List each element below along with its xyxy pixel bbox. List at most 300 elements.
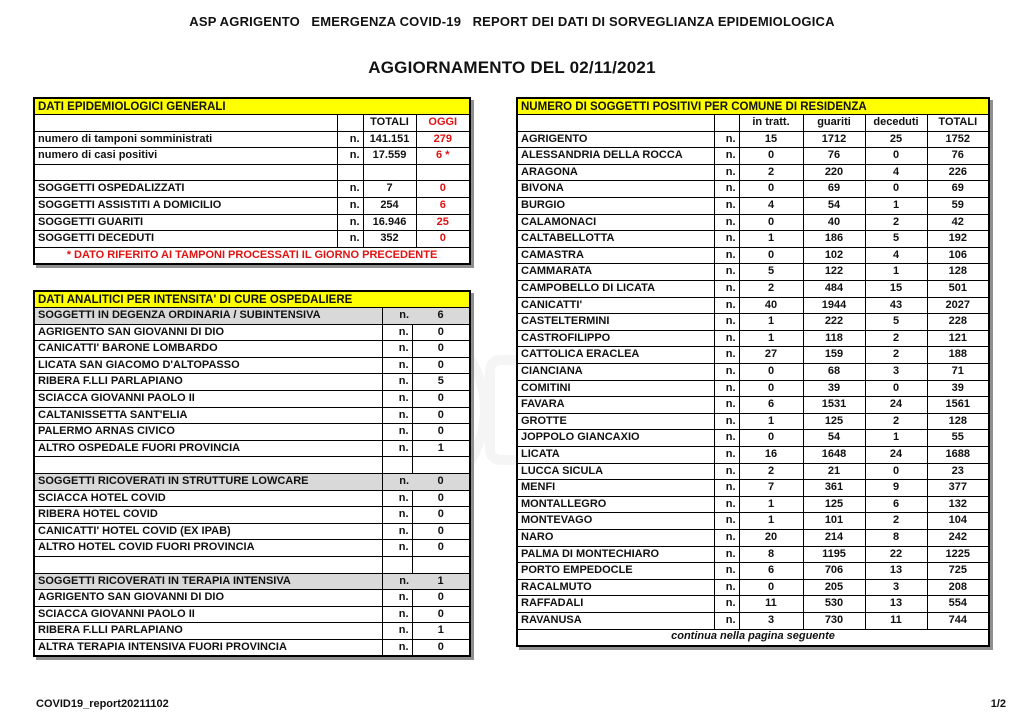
- deceduti-value: 3: [865, 579, 927, 596]
- guariti-value: 102: [803, 247, 865, 264]
- deceduti-value: 2: [865, 413, 927, 430]
- in-tratt-value: 15: [739, 131, 803, 148]
- table-title-row: [517, 98, 989, 115]
- totali-value: 141.151: [363, 131, 416, 148]
- in-tratt-value: 0: [739, 247, 803, 264]
- totali-value: 2027: [927, 297, 989, 314]
- totali-value: 128: [927, 413, 989, 430]
- totali-value: 128: [927, 264, 989, 281]
- count-value: 5: [412, 374, 470, 391]
- comune-label: GROTTE: [517, 413, 714, 430]
- table-row: [34, 181, 470, 198]
- count-value: 6: [412, 308, 470, 325]
- table-row: [517, 513, 989, 530]
- table-row: [34, 623, 470, 640]
- guariti-value: 68: [803, 364, 865, 381]
- count-value: 0: [412, 424, 470, 441]
- comune-label: CIANCIANA: [517, 364, 714, 381]
- n-abbrev: n.: [382, 357, 412, 374]
- in-tratt-value: 0: [739, 148, 803, 165]
- count-value: 0: [412, 324, 470, 341]
- guariti-value: 69: [803, 181, 865, 198]
- guariti-value: 186: [803, 231, 865, 248]
- n-abbrev: n.: [714, 546, 739, 563]
- n-abbrev: n.: [714, 314, 739, 331]
- deceduti-value: 15: [865, 281, 927, 298]
- table-row: [517, 347, 989, 364]
- deceduti-value: 43: [865, 297, 927, 314]
- spacer-cell: [517, 115, 714, 132]
- guariti-value: 101: [803, 513, 865, 530]
- comune-label: JOPPOLO GIANCAXIO: [517, 430, 714, 447]
- n-abbrev: n.: [382, 639, 412, 656]
- totali-value: 39: [927, 380, 989, 397]
- n-abbrev: n.: [714, 164, 739, 181]
- guariti-value: 54: [803, 430, 865, 447]
- row-label: SCIACCA HOTEL COVID: [34, 490, 382, 507]
- n-abbrev: n.: [382, 590, 412, 607]
- n-abbrev: n.: [714, 330, 739, 347]
- totali-value: 208: [927, 579, 989, 596]
- totali-value: 744: [927, 612, 989, 629]
- comune-label: RAFFADALI: [517, 596, 714, 613]
- n-abbrev: n.: [714, 430, 739, 447]
- totali-value: 132: [927, 496, 989, 513]
- totali-value: 76: [927, 148, 989, 165]
- count-value: 1: [412, 440, 470, 457]
- footnote-row: [34, 247, 470, 264]
- deceduti-value: 0: [865, 181, 927, 198]
- n-abbrev: n.: [382, 341, 412, 358]
- comune-label: RAVANUSA: [517, 612, 714, 629]
- row-label: CANICATTI' BARONE LOMBARDO: [34, 341, 382, 358]
- comune-label: CAMPOBELLO DI LICATA: [517, 281, 714, 298]
- totali-value: 226: [927, 164, 989, 181]
- guariti-value: 118: [803, 330, 865, 347]
- deceduti-value: 2: [865, 513, 927, 530]
- in-tratt-value: 1: [739, 231, 803, 248]
- table-row: [517, 330, 989, 347]
- table-row: [34, 490, 470, 507]
- hospital-care-table: [33, 290, 471, 657]
- comuni-table-title: NUMERO DI SOGGETTI POSITIVI PER COMUNE DI RESIDENZA: [517, 98, 989, 115]
- comuni-table: [516, 97, 990, 647]
- totali-value: 192: [927, 231, 989, 248]
- empty-row: [34, 557, 470, 574]
- comune-label: MONTEVAGO: [517, 513, 714, 530]
- in-tratt-value: 0: [739, 364, 803, 381]
- table-row: [517, 579, 989, 596]
- oggi-value: 279: [416, 131, 470, 148]
- table-row: [517, 380, 989, 397]
- in-tratt-value: 0: [739, 579, 803, 596]
- row-label: AGRIGENTO SAN GIOVANNI DI DIO: [34, 324, 382, 341]
- row-label: RIBERA F.LLI PARLAPIANO: [34, 623, 382, 640]
- guariti-value: 1648: [803, 446, 865, 463]
- n-abbrev: n.: [714, 496, 739, 513]
- deceduti-value: 5: [865, 314, 927, 331]
- deceduti-value: 24: [865, 446, 927, 463]
- comune-label: CASTROFILIPPO: [517, 330, 714, 347]
- n-abbrev: n.: [337, 148, 363, 165]
- table-row: [517, 546, 989, 563]
- totali-value: 1752: [927, 131, 989, 148]
- col-header-oggi: OGGI: [416, 115, 470, 132]
- deceduti-value: 3: [865, 364, 927, 381]
- count-value: 1: [412, 623, 470, 640]
- table-row: [517, 231, 989, 248]
- count-value: 0: [412, 357, 470, 374]
- in-tratt-value: 1: [739, 513, 803, 530]
- oggi-value: 0: [416, 181, 470, 198]
- n-abbrev: n.: [714, 131, 739, 148]
- oggi-value: 0: [416, 231, 470, 248]
- totali-value: 228: [927, 314, 989, 331]
- totali-value: 352: [363, 231, 416, 248]
- table-row: [34, 148, 470, 165]
- n-abbrev: n.: [714, 364, 739, 381]
- n-abbrev: n.: [382, 308, 412, 325]
- totali-value: 17.559: [363, 148, 416, 165]
- totali-value: 121: [927, 330, 989, 347]
- comune-label: PORTO EMPEDOCLE: [517, 563, 714, 580]
- table-row: [517, 397, 989, 414]
- in-tratt-value: 6: [739, 397, 803, 414]
- table-row: [517, 148, 989, 165]
- deceduti-value: 22: [865, 546, 927, 563]
- deceduti-value: 13: [865, 596, 927, 613]
- guariti-value: 530: [803, 596, 865, 613]
- oggi-value: 25: [416, 214, 470, 231]
- row-label: numero di casi positivi: [34, 148, 337, 165]
- n-abbrev: n.: [714, 563, 739, 580]
- n-abbrev: n.: [714, 463, 739, 480]
- spacer-cell: [34, 115, 337, 132]
- table-row: [517, 446, 989, 463]
- guariti-value: 1195: [803, 546, 865, 563]
- n-abbrev: n.: [714, 281, 739, 298]
- n-abbrev: n.: [337, 131, 363, 148]
- guariti-value: 484: [803, 281, 865, 298]
- guariti-value: 205: [803, 579, 865, 596]
- n-abbrev: n.: [714, 596, 739, 613]
- guariti-value: 125: [803, 496, 865, 513]
- deceduti-value: 5: [865, 231, 927, 248]
- update-title: AGGIORNAMENTO DEL 02/11/2021: [368, 58, 656, 77]
- n-abbrev: n.: [714, 529, 739, 546]
- guariti-value: 1531: [803, 397, 865, 414]
- column-header-row: [34, 115, 470, 132]
- table-row: [517, 596, 989, 613]
- totali-value: 104: [927, 513, 989, 530]
- comune-label: BURGIO: [517, 198, 714, 215]
- page-number: 1/2: [990, 698, 1006, 710]
- totali-value: 377: [927, 480, 989, 497]
- table-row: [34, 341, 470, 358]
- row-label: SOGGETTI RICOVERATI IN TERAPIA INTENSIVA: [34, 573, 382, 590]
- in-tratt-value: 1: [739, 496, 803, 513]
- n-abbrev: n.: [714, 181, 739, 198]
- table-row: [517, 131, 989, 148]
- guariti-value: 125: [803, 413, 865, 430]
- n-abbrev: n.: [714, 297, 739, 314]
- table-row: [517, 181, 989, 198]
- table-row: [34, 424, 470, 441]
- count-value: 0: [412, 391, 470, 408]
- totali-value: 554: [927, 596, 989, 613]
- col-header-totali: TOTALI: [363, 115, 416, 132]
- guariti-value: 76: [803, 148, 865, 165]
- guariti-value: 54: [803, 198, 865, 215]
- row-label: CANICATTI' HOTEL COVID (EX IPAB): [34, 523, 382, 540]
- row-label: ALTRA TERAPIA INTENSIVA FUORI PROVINCIA: [34, 639, 382, 656]
- guariti-value: 361: [803, 480, 865, 497]
- row-label: ALTRO HOTEL COVID FUORI PROVINCIA: [34, 540, 382, 557]
- n-abbrev: n.: [337, 181, 363, 198]
- row-label: SOGGETTI OSPEDALIZZATI: [34, 181, 337, 198]
- section-row: [34, 308, 470, 325]
- n-abbrev: n.: [714, 380, 739, 397]
- table-row: [517, 281, 989, 298]
- deceduti-value: 4: [865, 164, 927, 181]
- table-row: [517, 247, 989, 264]
- totali-value: 501: [927, 281, 989, 298]
- totali-value: 42: [927, 214, 989, 231]
- table-row: [34, 231, 470, 248]
- section-row: [34, 474, 470, 491]
- guariti-value: 220: [803, 164, 865, 181]
- totali-value: 7: [363, 181, 416, 198]
- column-header-row: [517, 115, 989, 132]
- table-row: [34, 391, 470, 408]
- table-title-row: [34, 98, 470, 115]
- table-row: [517, 164, 989, 181]
- n-abbrev: n.: [382, 573, 412, 590]
- deceduti-value: 2: [865, 330, 927, 347]
- guariti-value: 40: [803, 214, 865, 231]
- hospital-table-title: DATI ANALITICI PER INTENSITA' DI CURE OSPEDALIERE: [34, 291, 470, 308]
- col-header-totali: TOTALI: [927, 115, 989, 132]
- deceduti-value: 13: [865, 563, 927, 580]
- count-value: 1: [412, 573, 470, 590]
- n-abbrev: n.: [382, 523, 412, 540]
- n-abbrev: n.: [714, 612, 739, 629]
- continua-note: continua nella pagina seguente: [517, 629, 989, 646]
- n-abbrev: n.: [382, 407, 412, 424]
- table-row: [34, 507, 470, 524]
- n-abbrev: n.: [382, 474, 412, 491]
- in-tratt-value: 0: [739, 430, 803, 447]
- row-label: [34, 164, 337, 181]
- n-abbrev: n.: [714, 513, 739, 530]
- deceduti-value: 6: [865, 496, 927, 513]
- table-row: [517, 480, 989, 497]
- row-label: SOGGETTI GUARITI: [34, 214, 337, 231]
- table-row: [517, 563, 989, 580]
- count-value: 0: [412, 507, 470, 524]
- in-tratt-value: 11: [739, 596, 803, 613]
- table-row: [517, 364, 989, 381]
- row-label: RIBERA HOTEL COVID: [34, 507, 382, 524]
- count-value: 0: [412, 341, 470, 358]
- n-abbrev: n.: [382, 324, 412, 341]
- table-row: [517, 612, 989, 629]
- table-row: [517, 264, 989, 281]
- in-tratt-value: 5: [739, 264, 803, 281]
- count-value: 0: [412, 407, 470, 424]
- n-abbrev: n.: [337, 214, 363, 231]
- totali-value: 1225: [927, 546, 989, 563]
- comune-label: AGRIGENTO: [517, 131, 714, 148]
- count-value: 0: [412, 540, 470, 557]
- table-row: [517, 314, 989, 331]
- comune-label: COMITINI: [517, 380, 714, 397]
- file-name: COVID19_report20211102: [36, 698, 169, 710]
- guariti-value: 214: [803, 529, 865, 546]
- n-abbrev: n.: [337, 231, 363, 248]
- col-header-in-tratt: in tratt.: [739, 115, 803, 132]
- totali-value: 254: [363, 198, 416, 215]
- table-row: [34, 357, 470, 374]
- in-tratt-value: 40: [739, 297, 803, 314]
- col-header-guariti: guariti: [803, 115, 865, 132]
- table-row: [34, 214, 470, 231]
- guariti-value: 21: [803, 463, 865, 480]
- table-row: [517, 413, 989, 430]
- general-table-title: DATI EPIDEMIOLOGICI GENERALI: [34, 98, 470, 115]
- deceduti-value: 11: [865, 612, 927, 629]
- deceduti-value: 2: [865, 347, 927, 364]
- in-tratt-value: 1: [739, 413, 803, 430]
- oggi-value: 6 *: [416, 148, 470, 165]
- in-tratt-value: 16: [739, 446, 803, 463]
- deceduti-value: 1: [865, 198, 927, 215]
- col-header-deceduti: deceduti: [865, 115, 927, 132]
- row-label: [34, 457, 382, 474]
- spacer-cell: [337, 115, 363, 132]
- comune-label: CALAMONACI: [517, 214, 714, 231]
- row-label: [34, 557, 382, 574]
- totali-value: 1688: [927, 446, 989, 463]
- comune-label: BIVONA: [517, 181, 714, 198]
- guariti-value: 1944: [803, 297, 865, 314]
- table-row: [34, 407, 470, 424]
- table-row: [517, 529, 989, 546]
- n-abbrev: n.: [382, 490, 412, 507]
- table-row: [34, 523, 470, 540]
- n-abbrev: [382, 457, 412, 474]
- comune-label: CASTELTERMINI: [517, 314, 714, 331]
- deceduti-value: 4: [865, 247, 927, 264]
- table-row: [517, 198, 989, 215]
- totali-value: 1561: [927, 397, 989, 414]
- guariti-value: 222: [803, 314, 865, 331]
- comune-label: LICATA: [517, 446, 714, 463]
- comune-label: CALTABELLOTTA: [517, 231, 714, 248]
- in-tratt-value: 8: [739, 546, 803, 563]
- section-row: [34, 573, 470, 590]
- n-abbrev: n.: [714, 446, 739, 463]
- table-row: [34, 131, 470, 148]
- table-row: [34, 606, 470, 623]
- deceduti-value: 2: [865, 214, 927, 231]
- count-value: 0: [412, 474, 470, 491]
- totali-value: 106: [927, 247, 989, 264]
- totali-value: 71: [927, 364, 989, 381]
- n-abbrev: n.: [714, 579, 739, 596]
- deceduti-value: 8: [865, 529, 927, 546]
- comune-label: ALESSANDRIA DELLA ROCCA: [517, 148, 714, 165]
- page-header: ASP AGRIGENTO EMERGENZA COVID-19 REPORT DEI DATI DI SORVEGLIANZA EPIDEMIOLOGICA: [189, 14, 835, 29]
- row-label: SOGGETTI IN DEGENZA ORDINARIA / SUBINTENSIVA: [34, 308, 382, 325]
- row-label: PALERMO ARNAS CIVICO: [34, 424, 382, 441]
- n-abbrev: n.: [714, 231, 739, 248]
- n-abbrev: n.: [382, 424, 412, 441]
- in-tratt-value: 0: [739, 181, 803, 198]
- empty-row: [34, 457, 470, 474]
- count-value: [412, 457, 470, 474]
- row-label: RIBERA F.LLI PARLAPIANO: [34, 374, 382, 391]
- table-row: [517, 214, 989, 231]
- guariti-value: 730: [803, 612, 865, 629]
- n-abbrev: n.: [382, 623, 412, 640]
- row-label: numero di tamponi somministrati: [34, 131, 337, 148]
- row-label: SCIACCA GIOVANNI PAOLO II: [34, 606, 382, 623]
- in-tratt-value: 2: [739, 164, 803, 181]
- n-abbrev: n.: [714, 214, 739, 231]
- deceduti-value: 1: [865, 264, 927, 281]
- in-tratt-value: 7: [739, 480, 803, 497]
- in-tratt-value: 3: [739, 612, 803, 629]
- n-abbrev: n.: [714, 413, 739, 430]
- table-row: [34, 540, 470, 557]
- guariti-value: 1712: [803, 131, 865, 148]
- comune-label: CAMASTRA: [517, 247, 714, 264]
- in-tratt-value: 4: [739, 198, 803, 215]
- n-abbrev: n.: [714, 247, 739, 264]
- oggi-value: [416, 164, 470, 181]
- deceduti-value: 9: [865, 480, 927, 497]
- comune-label: ARAGONA: [517, 164, 714, 181]
- n-abbrev: [382, 557, 412, 574]
- table-row: [34, 374, 470, 391]
- table-row: [517, 430, 989, 447]
- n-abbrev: [337, 164, 363, 181]
- general-data-table: [33, 97, 471, 265]
- totali-value: 16.946: [363, 214, 416, 231]
- count-value: [412, 557, 470, 574]
- count-value: 0: [412, 590, 470, 607]
- comune-label: CATTOLICA ERACLEA: [517, 347, 714, 364]
- totali-value: 55: [927, 430, 989, 447]
- comune-label: PALMA DI MONTECHIARO: [517, 546, 714, 563]
- totali-value: 242: [927, 529, 989, 546]
- n-abbrev: n.: [714, 148, 739, 165]
- totali-value: 188: [927, 347, 989, 364]
- in-tratt-value: 0: [739, 214, 803, 231]
- table-row: [34, 440, 470, 457]
- deceduti-value: 24: [865, 397, 927, 414]
- in-tratt-value: 27: [739, 347, 803, 364]
- row-label: SOGGETTI ASSISTITI A DOMICILIO: [34, 198, 337, 215]
- count-value: 0: [412, 606, 470, 623]
- row-label: CALTANISSETTA SANT'ELIA: [34, 407, 382, 424]
- n-abbrev: n.: [382, 391, 412, 408]
- count-value: 0: [412, 523, 470, 540]
- table-row: [34, 639, 470, 656]
- in-tratt-value: 6: [739, 563, 803, 580]
- n-abbrev: n.: [714, 198, 739, 215]
